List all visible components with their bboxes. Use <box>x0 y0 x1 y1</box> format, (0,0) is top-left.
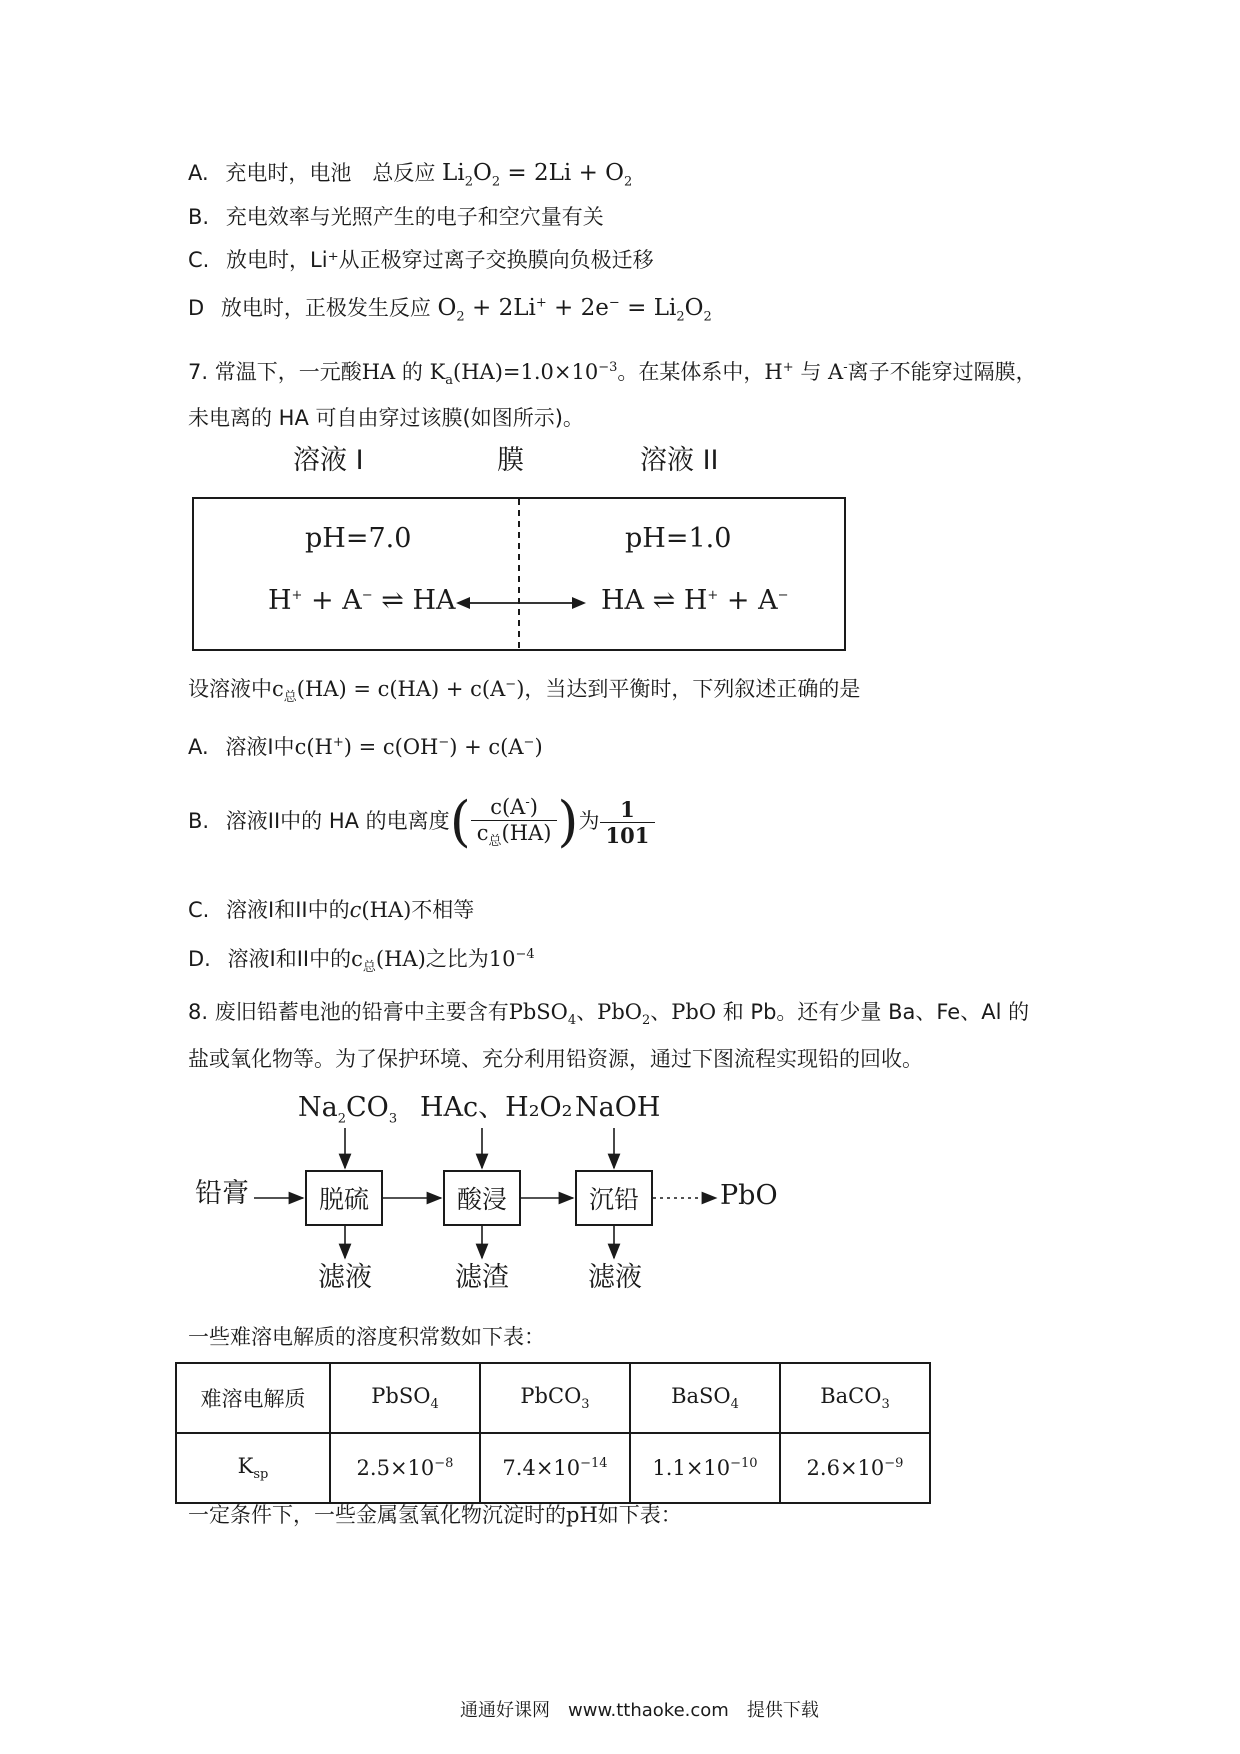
ksp-header-label: 难溶电解质 <box>176 1363 330 1433</box>
q6-d-label: D <box>188 296 205 320</box>
ksp-table-value-row <box>176 1433 930 1503</box>
q7-a-ion: A- <box>828 360 848 384</box>
flow-waste-3: 滤液 <box>588 1262 642 1293</box>
diagram-ph-left: pH=7.0 <box>305 523 412 554</box>
q7-b-paren-right: ) <box>557 790 579 853</box>
diagram-equilibrium-right: HA ⇌ H+ + A− <box>601 585 789 616</box>
q8-ph-intro-b: 如下表： <box>597 1503 682 1527</box>
q7-d-formula: $c_总(HA)$ <box>351 947 426 976</box>
ksp-value-pbco3: $7.4\times 10^{-14}$ <box>480 1433 630 1503</box>
q7-stem-part-a: 7. 常温下，一元酸 <box>188 360 362 384</box>
flow-waste-2: 滤渣 <box>455 1262 509 1293</box>
q7-b-text: 溶液II中的 HA 的电离度 <box>225 808 450 833</box>
q7-b-label: B. <box>188 808 210 833</box>
q7-c-text-after: 不相等 <box>411 898 475 922</box>
q6-d-formula: $O_2 + 2Li^+ + 2e^- = Li_2O_2$ <box>437 295 712 325</box>
q7-stem-part-c: 。在某体系中， <box>617 360 765 384</box>
q6-d-text: 放电时，正极发生反应 <box>220 296 431 320</box>
q8-ph-intro <box>188 1503 682 1528</box>
flow-step-acid-leach: 酸浸 <box>443 1170 521 1226</box>
ksp-header-baco3: BaCO$_3$ <box>780 1363 930 1433</box>
diagram-ph-right: pH=1.0 <box>625 523 732 554</box>
q6-b-label: B. <box>188 205 210 229</box>
ksp-row-label-text: K <box>237 1453 254 1478</box>
q6-c-label: C. <box>188 248 210 272</box>
q6-a-label: A. <box>188 161 209 185</box>
q7-given-formula: $c_总(HA) = c(HA) + c(A^-)$ <box>272 677 525 706</box>
diagram-label-membrane: 膜 <box>497 445 524 476</box>
q8-stem-a: 8. 废旧铅蓄电池的铅膏中主要含有 <box>188 1000 509 1024</box>
q7-d-ratio: $10^{-4}$ <box>488 947 535 971</box>
q7-stem-part-e: 离子不能穿过隔膜， <box>847 360 1037 384</box>
q7-given-a: 设溶液中 <box>188 677 272 701</box>
q8-ph-intro-a: 一定条件下，一些金属氢氧化物沉淀时的 <box>188 1503 566 1527</box>
ksp-table-header-row <box>176 1363 930 1433</box>
ksp-header-pbco3: PbCO$_3$ <box>480 1363 630 1433</box>
q7-d-text-after: 之比为 <box>425 947 489 971</box>
q7-stem-part-d: 与 <box>800 360 822 384</box>
q8-compounds: PbSO$_4$、PbO$_2$、PbO <box>508 1000 717 1029</box>
q7-h-ion: H+ <box>764 360 794 384</box>
q6-b-text: 充电效率与光照产生的电子和空穴量有关 <box>225 205 604 229</box>
q8-stem-line2: 盐或氧化物等。为了保护环境、充分利用铅资源，通过下图流程实现铅的回收。 <box>188 1047 923 1071</box>
ksp-value-baso4: $1.1\times 10^{-10}$ <box>630 1433 780 1503</box>
q7-given-b: ，当达到平衡时，下列叙述正确的是 <box>524 677 861 701</box>
footer-download-note: 通通好课网 www.tthaoke.com 提供下载 <box>460 1700 819 1721</box>
ksp-value-pbso4: $2.5\times 10^{-8}$ <box>330 1433 480 1503</box>
flow-reagent-1: $Na_2CO_3$ <box>298 1092 398 1127</box>
q8-ksp-intro: 一些难溶电解质的溶度积常数如下表： <box>188 1325 545 1349</box>
diagram-label-solution-1: 溶液 I <box>293 445 364 476</box>
q7-ha-1: HA <box>361 360 396 384</box>
flow-input: 铅膏 <box>195 1178 249 1209</box>
flow-step-desulfurize: 脱硫 <box>305 1170 383 1226</box>
q7-a-formula: c(H+) = c(OH−) + c(A−) <box>294 735 543 759</box>
q7-b-text-after: 为 <box>578 808 600 833</box>
q8-ph-symbol: pH <box>566 1503 598 1527</box>
q7-c-text: 溶液I和II中的 <box>226 898 350 922</box>
q6-c-text: 放电时，Li⁺从正极穿过离子交换膜向负极迁移 <box>226 248 654 272</box>
q7-stem-part-b: 的 <box>401 360 423 384</box>
flow-waste-1: 滤液 <box>318 1262 372 1293</box>
ksp-header-pbso4: PbSO$_4$ <box>330 1363 480 1433</box>
q7-a-text: 溶液I中 <box>225 735 295 759</box>
diagram-label-solution-2: 溶液 II <box>640 445 719 476</box>
ksp-table <box>175 1362 931 1504</box>
q7-b-frac-den: 101 <box>605 822 650 848</box>
q7-b-ionization-fraction: $\frac{c(A^-)}{c_总(HA)}$ <box>471 795 558 850</box>
q6-a-formula: $Li_2O_2 = 2Li + O_2$ <box>442 160 633 190</box>
q7-d-text: 溶液I和II中的 <box>227 947 352 971</box>
q6-a-text: 充电时，电池 总反应 <box>225 161 436 185</box>
ksp-value-baco3: $2.6\times 10^{-9}$ <box>780 1433 930 1503</box>
flow-reagent-3: NaOH <box>575 1092 661 1123</box>
q7-b-paren-left: ( <box>449 790 471 853</box>
flow-step-precipitate: 沉铅 <box>575 1170 653 1226</box>
q7-c-label: C. <box>188 898 210 922</box>
flow-reagent-2: HAc、H₂O₂ <box>420 1092 573 1123</box>
q7-c-formula: c(HA) <box>349 898 412 922</box>
ksp-header-baso4: BaSO$_4$ <box>630 1363 780 1433</box>
flow-output: PbO <box>720 1180 778 1211</box>
diagram-equilibrium-left: H+ + A− ⇌ HA <box>268 585 456 616</box>
q7-a-label: A. <box>188 735 209 759</box>
q7-ka-expression: $K_a(HA)=1.0\times 10^{-3}$ <box>429 360 618 389</box>
ksp-row-label: $K_{sp}$ <box>176 1433 330 1503</box>
q7-stem-line2: 未电离的 HA 可自由穿过该膜(如图所示)。 <box>188 406 584 430</box>
q7-b-frac-num: 1 <box>600 797 656 823</box>
q7-d-label: D. <box>188 947 211 971</box>
q8-stem-b: 和 Pb。还有少量 Ba、Fe、Al 的 <box>722 1000 1030 1024</box>
